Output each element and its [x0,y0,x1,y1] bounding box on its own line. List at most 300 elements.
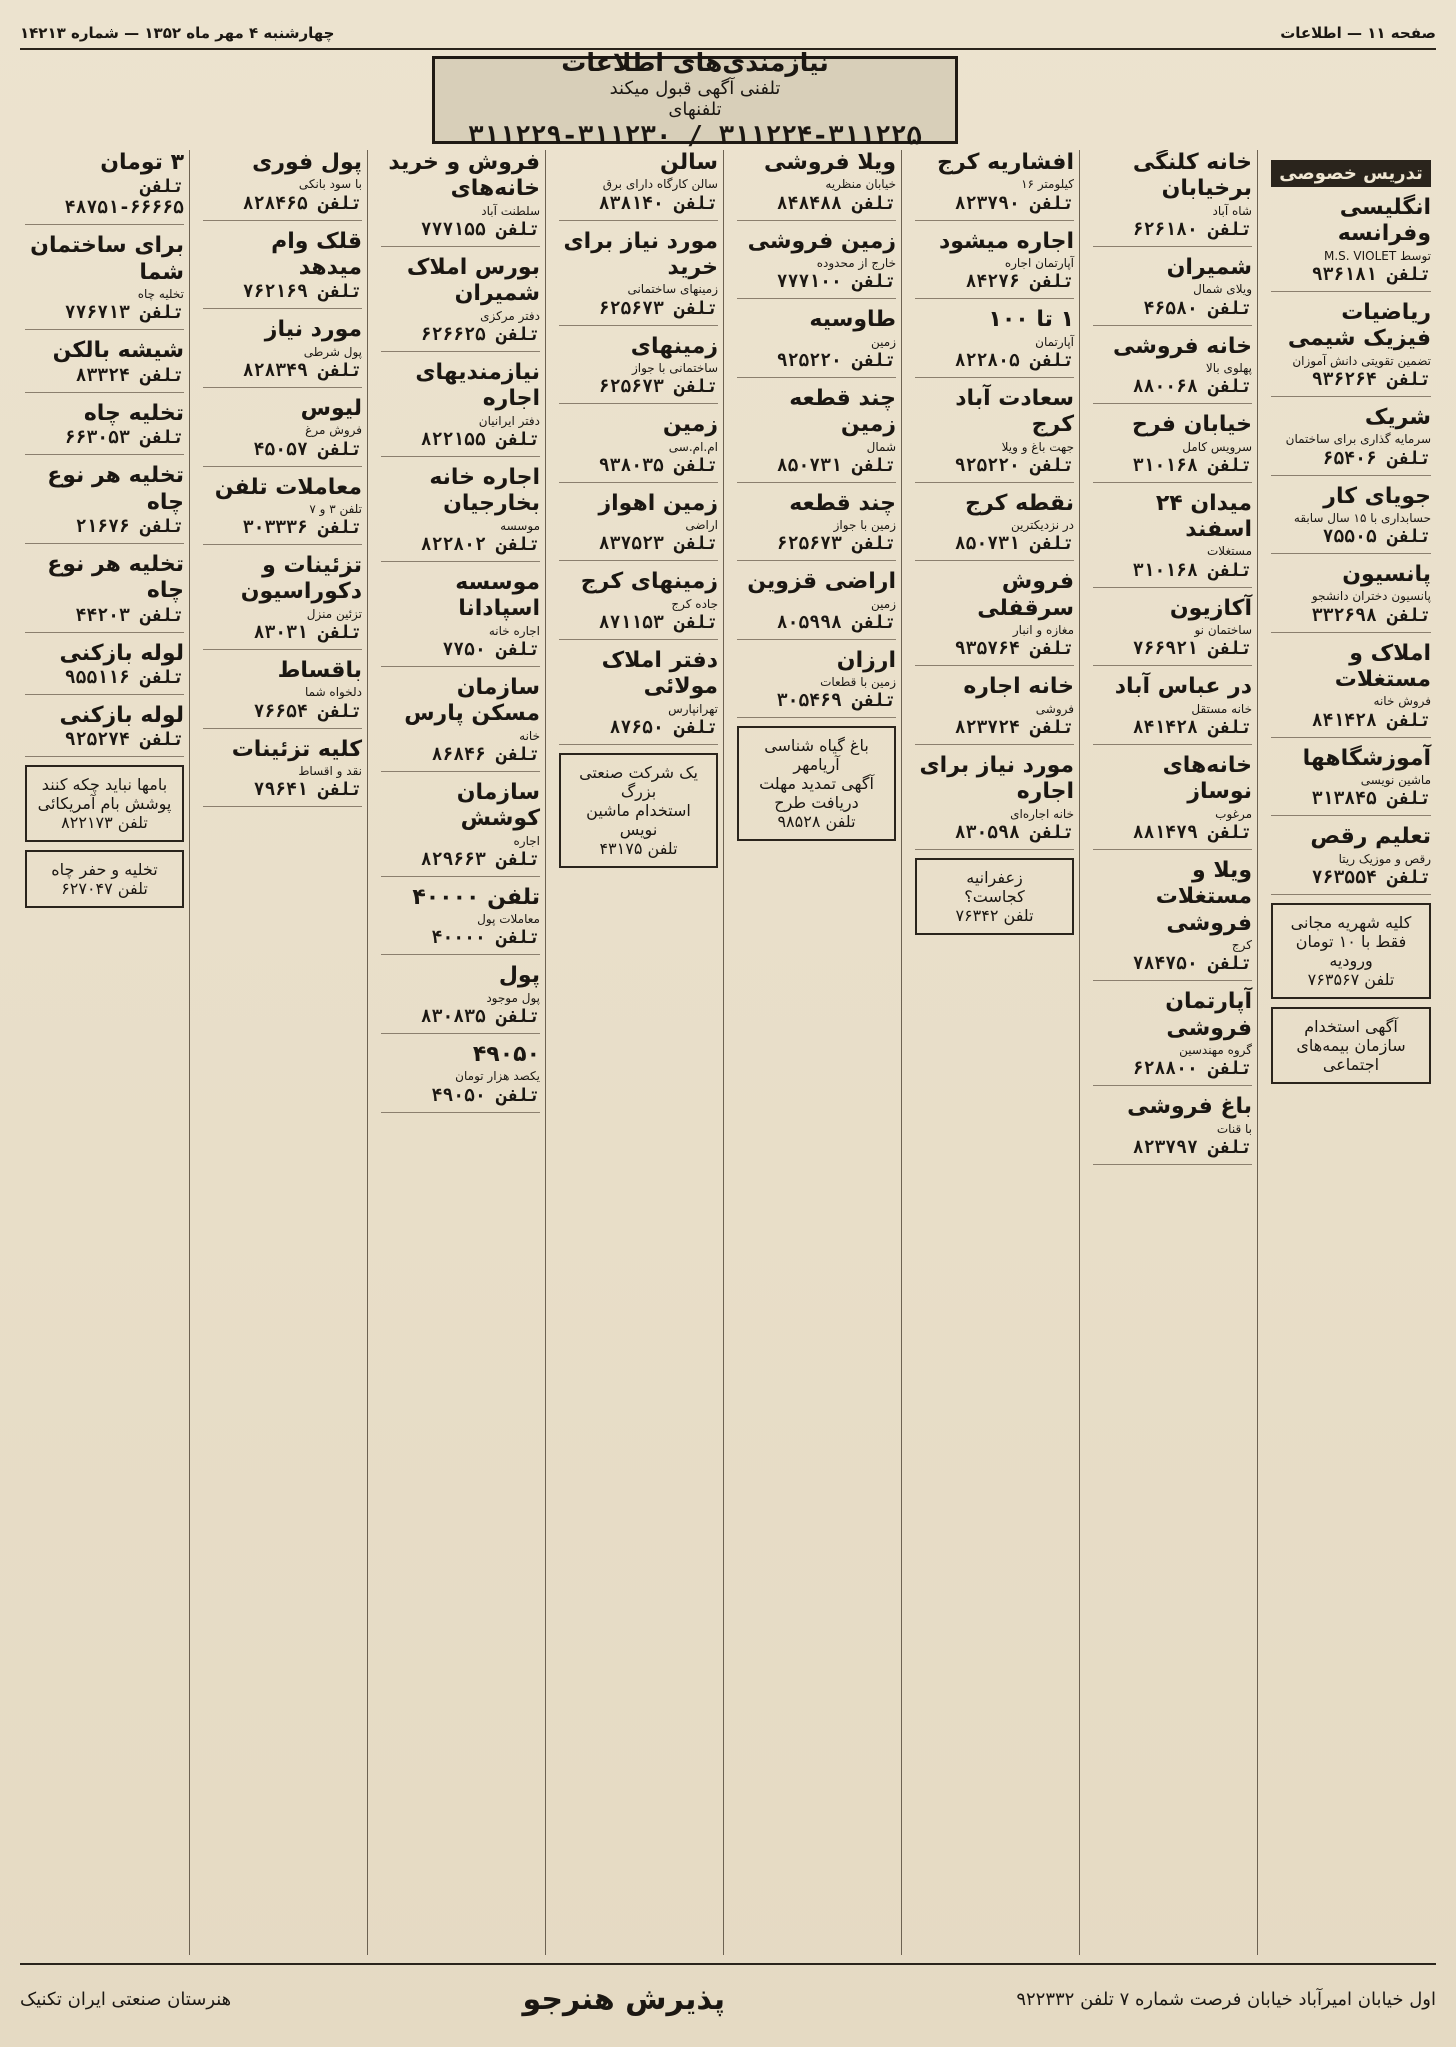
ad-heading: تزئینات و دکوراسیون [240,553,362,605]
ad-phone: تلفن ۸۰۵۹۹۸ [776,611,896,633]
ad-body: پانسیون دختران دانشجو [1311,589,1431,604]
ad-phone: تلفن ۶۲۵۶۷۳ [776,533,896,555]
ad-phone: تلفن ۷۷۵۰ [442,638,540,660]
featured-phone: تلفن ۶۲۷۰۴۷ [61,879,148,899]
ad-item [1093,989,1252,1086]
ad-body: حسابداری با ۱۵ سال سابقه [1293,510,1431,525]
ad-heading: ۱ تا ۱۰۰ [988,307,1074,333]
ad-heading: خانه‌های نوساز [1162,752,1252,805]
ad-item [381,780,540,877]
ad-item [915,491,1074,562]
ad-phone: تلفن ۶۵۴۰۶ [1322,447,1431,469]
ad-item [25,338,184,392]
ad-heading: شمیران [1166,254,1252,280]
ad-phone: تلفن ۹۲۵۲۲۰ [954,454,1074,476]
ad-phone: تلفن ۳۱۰۱۶۸ [1132,454,1252,476]
ad-phone: تلفن ۴۶۵۸۰ [1143,297,1252,319]
ad-phone: تلفن ۸۸۰۰۶۸ [1132,376,1252,398]
ad-body: شمال [866,439,896,454]
ad-heading: اجاره خانه بخارجیان [429,464,540,517]
featured-body: آگهی تمدید مهلت دریافت طرح [759,774,874,813]
column-8 [20,150,190,1955]
ad-item [559,412,718,483]
banner-phones: ۳۱۱۲۲۴-۳۱۱۲۲۵ / ۳۱۱۲۲۹-۳۱۱۲۳۰ [468,121,922,151]
ad-heading: برای ساختمان شما [30,233,184,285]
ad-body: اراضی [685,518,718,533]
banner-title: نیازمندی‌های اطلاعات [561,47,829,77]
ad-phone: تلفن ۷۷۶۷۱۳ [64,302,184,324]
ad-phone: تلفن ۶۶۶۶۵-۴۸۷۵۱ [64,176,184,219]
ad-body: دفتر مرکزی [480,308,540,323]
ad-body: مرغوب [1215,806,1252,821]
ad-item [1271,300,1431,397]
ad-body: زمین [871,334,896,349]
ad-heading: کلیه تزئینات [231,736,362,762]
ad-heading: سازمان مسکن پارس [404,674,540,727]
ad-item [381,255,540,352]
ad-heading: در عباس آباد [1114,674,1252,700]
ad-phone: تلفن ۸۲۳۷۹۷ [1132,1136,1252,1158]
ad-heading: ویلا فروشی [764,150,896,175]
footer-left: اول خیابان امیرآباد خیابان فرصت شماره ۷ تلفن ۹۲۲۳۳۲ [1016,1988,1436,2010]
ad-item [915,150,1074,221]
ad-phone: تلفن ۶۲۸۸۰۰ [1132,1058,1252,1080]
ad-body: تخلیه چاه [137,287,184,302]
ad-item [1093,753,1252,850]
ad-heading: تخلیه هر نوع چاه [47,551,184,604]
ad-item [1093,491,1252,588]
ad-phone: تلفن ۸۴۲۷۶ [965,271,1074,293]
ad-phone: تلفن ۸۸۱۴۷۹ [1132,821,1252,843]
ad-item [559,648,718,745]
column-3 [910,150,1080,1955]
ad-body: آپارتمان اجاره [1004,255,1074,270]
ad-phone: تلفن ۳۰۵۴۶۹ [776,690,896,712]
featured-body: فقط با ۱۰ تومان ورودیه [1295,931,1407,970]
ad-item [25,641,184,695]
ad-heading: شیشه بالکن [52,338,184,364]
ad-phone: تلفن ۸۵۰۷۳۱ [776,454,896,476]
ad-heading: ۴۹۰۵۰ [472,1041,540,1067]
ad-phone: تلفن ۷۶۶۹۲۱ [1132,638,1252,660]
ad-heading: زمین اهواز [598,490,718,516]
ad-phone: تلفن ۸۲۹۶۶۳ [420,848,540,870]
ad-body: کیلومتر ۱۶ [1021,177,1074,192]
ad-body: با سود بانکی [298,177,362,192]
featured-ad [25,765,184,842]
ad-phone: تلفن ۸۲۸۳۴۹ [242,359,362,381]
ad-body: ماشین نویسی [1360,773,1431,788]
ad-heading: ۳ تومان [100,150,184,175]
ad-item [1271,195,1431,292]
ad-heading: تعلیم رقص [1310,824,1431,850]
ad-phone: تلفن ۶۲۵۶۷۳ [598,376,718,398]
featured-heading: کلیه شهریه مجانی [1290,912,1412,932]
ad-phone: تلفن ۸۲۲۸۰۲ [420,533,540,555]
ad-heading: شریک [1364,404,1431,430]
ad-phone: تلفن ۷۹۶۴۱ [253,779,362,801]
ad-heading: انگلیسی وفرانسه [1337,195,1431,247]
ad-phone: تلفن ۸۶۸۴۶ [431,743,540,765]
ad-heading: قلک وام میدهد [271,228,362,280]
ad-body: فروشی [1035,701,1074,716]
ad-phone: تلفن ۸۳۸۱۴۰ [598,192,718,214]
ad-heading: موسسه اسپادانا [455,569,540,622]
ad-body: جهت باغ و ویلا [1001,439,1074,454]
ad-heading: زمینهای [630,333,718,359]
ad-item [559,491,718,562]
ad-heading: زمین فروشی [747,228,896,254]
ad-phone: تلفن ۸۵۰۷۳۱ [954,533,1074,555]
ad-phone: تلفن ۴۹۰۵۰ [431,1084,540,1106]
ad-heading: آموزشگاهها [1302,745,1431,771]
ad-body: رقص و موزیک ریتا [1338,851,1431,866]
ad-phone: تلفن ۸۲۲۸۰۵ [954,349,1074,371]
ad-item [559,229,718,326]
ad-phone: تلفن ۶۲۵۶۷۳ [598,297,718,319]
ad-item [1093,674,1252,745]
ad-item [1093,858,1252,981]
ad-body: یکصد هزار تومان [455,1069,540,1084]
ad-item [203,475,362,546]
banner-phones-label: تلفنهای [668,99,722,121]
ad-body: زمینهای ساختمانی [627,282,718,297]
featured-ad [915,858,1074,935]
ad-item [559,334,718,405]
ad-body: تضمین تقویتی دانش آموزان [1292,353,1431,368]
ad-body: آپارتمان [1035,334,1074,349]
ad-body: کرج [1231,937,1252,952]
ad-phone: تلفن ۷۸۴۷۵۰ [1132,953,1252,975]
ad-phone: تلفن ۸۳۰۵۹۸ [954,821,1074,843]
ad-phone: تلفن ۷۵۵۰۵ [1322,526,1431,548]
ad-item [203,317,362,388]
ad-phone: تلفن ۹۳۶۲۶۴ [1311,368,1431,390]
column-7 [198,150,368,1955]
ad-heading: سعادت آباد کرج [955,385,1074,438]
ad-body: پهلوی بالا [1205,360,1252,375]
ad-body: خارج از محدوده [816,255,896,270]
ad-item [203,150,362,221]
ad-body: سرمایه گذاری برای ساختمان [1285,432,1431,447]
ad-heading: مورد نیاز برای خرید [563,228,718,280]
ad-item [559,569,718,640]
ad-body: جاده کرج [671,596,718,611]
ad-heading: افشاریه کرج [937,150,1074,175]
ad-phone: تلفن ۸۳۳۲۴ [75,364,184,386]
ad-item [381,885,540,956]
ad-body: با قنات [1216,1121,1252,1136]
ad-item [1093,412,1252,483]
ad-item [381,675,540,772]
featured-body: کجاست؟ [964,886,1025,906]
ad-item [381,150,540,247]
ad-heading: اجاره میشود [938,228,1074,254]
ad-heading: دفتر املاک مولائی [601,647,718,700]
ad-item [737,569,896,640]
ad-item [381,360,540,457]
ad-item [25,463,184,544]
ad-body: تزئین منزل [306,606,362,621]
ad-item [203,658,362,729]
ad-item [203,553,362,650]
ad-item [203,229,362,310]
featured-heading: زعفرانیه [966,867,1023,887]
ad-heading: مورد نیاز برای اجاره [919,752,1074,805]
ad-item [1271,746,1431,817]
ad-item [381,963,540,1034]
ad-body: اجاره [513,833,540,848]
ad-phone: تلفن ۷۷۷۱۰۰ [776,271,896,293]
ad-body: خانه مستقل [1191,701,1252,716]
ad-heading: ارزان [836,647,896,673]
ad-body: پول شرطی [303,344,362,359]
ad-heading: چند قطعه زمین [789,385,896,438]
ad-body: گروه مهندسین [1179,1042,1252,1057]
ad-body: خانه [519,728,540,743]
ad-body: نقد و اقساط [298,764,362,779]
ad-body: سالن کارگاه دارای برق [602,177,718,192]
ad-item [915,386,1074,483]
ad-phone: تلفن ۳۳۲۶۹۸ [1311,604,1431,626]
ad-body: شاه آباد [1212,203,1252,218]
ad-phone: تلفن ۷۶۳۵۵۴ [1311,866,1431,888]
ad-item [25,552,184,633]
featured-ad [737,726,896,841]
ad-heading: خانه اجاره [963,674,1074,700]
ad-item [737,648,896,719]
ad-heading: باقساط [277,658,362,684]
ad-item [1093,150,1252,247]
ad-item [915,229,1074,300]
ad-body: دلخواه شما [304,685,362,700]
ad-phone: تلفن ۶۲۶۱۸۰ [1132,218,1252,240]
ad-phone: تلفن ۹۳۸۰۳۵ [598,454,718,476]
ad-body: زمین [871,596,896,611]
ad-item [915,307,1074,378]
ad-phone: تلفن ۳۱۰۱۶۸ [1132,559,1252,581]
ad-item [915,569,1074,666]
ad-phone: تلفن ۸۳۰۸۳۵ [420,1005,540,1027]
ad-body: فروش مرغ [305,423,362,438]
ad-phone: تلفن ۷۶۶۵۴ [253,700,362,722]
ad-item [1093,1094,1252,1165]
ad-heading: لوله بازکنی [59,703,184,729]
ad-item [915,753,1074,850]
ad-body: سرویس کامل [1182,439,1252,454]
ad-body: ساختمانی با جواز [631,360,718,375]
column-6 [376,150,546,1955]
ad-body: تلفن ۳ و ۷ [309,501,362,516]
ad-heading: زمینهای کرج [580,569,718,595]
ad-heading: بورس املاک شمیران [406,254,540,307]
ad-phone: تلفن ۶۲۶۶۲۵ [420,323,540,345]
ad-heading: سالن [660,150,718,175]
section-title: تدریس خصوصی [1271,160,1431,187]
ad-item [737,386,896,483]
ad-heading: مورد نیاز [264,317,362,343]
ad-item [25,233,184,330]
featured-ad [1271,903,1431,999]
ad-item [1271,484,1431,555]
ad-heading: تخلیه چاه [83,400,184,426]
ad-heading: لیوس [300,395,362,421]
header-left: چهارشنبه ۴ مهر ماه ۱۳۵۲ — شماره ۱۴۲۱۳ [20,24,335,42]
ad-item [1271,405,1431,476]
ad-item [559,150,718,221]
featured-phone: تلفن ۷۶۳۵۶۷ [1307,969,1395,989]
ad-phone: تلفن ۳۰۳۳۳۶ [242,517,362,539]
ad-item [1271,824,1431,895]
ad-phone: تلفن ۹۵۵۱۱۶ [64,667,184,689]
ad-item [1093,596,1252,667]
ad-heading: میدان ۲۴ اسفند [1155,490,1252,543]
ad-body: زمین با قطعات [820,675,896,690]
ad-item [203,737,362,808]
ad-item [1271,562,1431,633]
featured-heading: بامها نباید چکه کنند [41,775,168,795]
ad-item [381,465,540,562]
ad-phone: تلفن ۹۳۵۷۶۴ [954,638,1074,660]
ad-phone: تلفن ۴۴۲۰۳ [75,604,184,626]
ad-phone: تلفن ۷۶۲۱۶۹ [242,281,362,303]
ad-heading: آپارتمان فروشی [1165,989,1252,1041]
ads-columns [20,150,1436,1955]
ad-heading: نقطه کرج [965,490,1074,516]
ad-item [737,307,896,378]
ad-heading: ویلا و مستغلات فروشی [1155,857,1252,936]
ad-heading: جویای کار [1323,483,1431,509]
ad-item [25,703,184,757]
featured-phone: تلفن ۷۶۳۴۲ [955,905,1034,925]
column-5 [554,150,724,1955]
ad-heading: ریاضیات فیزیک شیمی [1287,299,1431,352]
ad-body: سلطنت آباد [481,203,540,218]
ad-body: مستغلات [1207,544,1252,559]
ad-heading: تخلیه هر نوع چاه [47,463,184,515]
page-footer [20,1963,1436,2033]
featured-phone: تلفن ۴۳۱۷۵ [599,838,678,858]
ad-body: زمین با جواز [833,518,896,533]
ad-heading: لوله بازکنی [59,640,184,666]
ad-item [1093,255,1252,326]
ad-item [25,150,184,225]
ad-item [381,570,540,667]
ad-item [737,491,896,562]
ad-heading: زمین [662,412,718,438]
banner-subtitle: تلفنی آگهی قبول میکند [609,77,781,99]
ad-body: ویلای شمال [1193,282,1252,297]
ad-heading: اراضی قزوین [747,569,896,595]
featured-heading: باغ گیاه شناسی آریامهر [764,736,869,775]
featured-body: استخدام ماشین نویس [586,800,691,839]
featured-body: پوشش بام آمریکائی [37,794,172,814]
ad-item [381,1042,540,1113]
ad-phone: تلفن ۹۲۵۲۷۴ [64,729,184,751]
footer-right2: هنرستان صنعتی ایران تکنیک [20,1988,232,2010]
ad-heading: فروش و خرید خانه‌های [388,150,540,202]
header-right: صفحه ۱۱ — اطلاعات [1280,24,1436,42]
ad-heading: فروش سرقفلی [977,569,1074,621]
ad-phone: تلفن ۳۱۳۸۴۵ [1311,788,1431,810]
ad-item [1093,334,1252,405]
ad-phone: تلفن ۴۰۰۰۰ [431,927,540,949]
ad-phone: تلفن ۸۲۳۷۲۴ [954,716,1074,738]
ad-phone: تلفن ۸۴۱۴۲۸ [1132,716,1252,738]
ad-phone: تلفن ۲۱۶۷۶ [75,515,184,537]
featured-heading: تخلیه و حفر چاه [51,860,158,880]
ad-heading: آکازیون [1169,595,1252,621]
ad-phone: تلفن ۸۲۳۷۹۰ [954,192,1074,214]
ad-body: اجاره خانه [488,623,540,638]
ad-item [1271,641,1431,738]
featured-heading: آگهی استخدام [1304,1016,1398,1036]
ad-phone: تلفن ۹۲۵۲۲۰ [776,349,896,371]
featured-heading: یک شرکت صنعتی بزرگ [579,762,698,801]
ad-body: مغازه و انبار [1012,623,1074,638]
ad-phone: تلفن ۸۲۲۱۵۵ [420,428,540,450]
ad-phone: تلفن ۷۷۷۱۵۵ [420,218,540,240]
ad-heading: خیابان فرح [1131,412,1252,438]
ad-phone: تلفن ۸۲۸۴۶۵ [242,192,362,214]
ad-phone: تلفن ۴۵۰۵۷ [253,438,362,460]
ad-phone: تلفن ۸۷۱۱۵۳ [598,611,718,633]
column-1 [1266,150,1436,1955]
ad-item [737,150,896,221]
ad-body: در نزدیکترین [1011,518,1074,533]
ad-phone: تلفن ۸۳۰۳۱ [253,622,362,644]
ad-heading: پول [498,963,540,989]
ad-item [737,229,896,300]
ad-phone: تلفن ۸۴۱۴۲۸ [1311,709,1431,731]
featured-phone: تلفن ۸۲۲۱۷۳ [61,813,148,833]
ad-heading: نیازمندیهای اجاره [415,359,540,412]
ad-heading: چند قطعه [789,490,896,516]
featured-body: سازمان بیمه‌های اجتماعی [1296,1035,1406,1074]
ad-body: خیابان منظریه [825,177,896,192]
featured-ad [559,753,718,868]
ad-heading: املاک و مستغلات [1334,640,1431,693]
ad-body: ام.ام.سی [668,439,718,454]
ad-item [203,396,362,467]
ad-body: ساختمان نو [1194,623,1252,638]
ad-phone: تلفن ۶۶۳۰۵۳ [64,427,184,449]
ad-phone: تلفن ۸۷۶۵۰ [609,716,718,738]
ad-body: فروش خانه [1373,694,1431,709]
ad-phone: تلفن ۸۴۸۴۸۸ [776,192,896,214]
classifieds-banner [432,47,958,151]
ad-heading: طاوسیه [809,307,896,333]
featured-ad-secondary [25,850,184,908]
column-2 [1088,150,1258,1955]
ad-heading: باغ فروشی [1127,1094,1252,1120]
featured-ad-secondary [1271,1007,1431,1084]
ad-body: موسسه [500,518,540,533]
ad-heading: خانه فروشی [1112,333,1252,359]
ad-heading: معاملات تلفن [214,474,362,500]
ad-body: معاملات پول [477,912,540,927]
column-4 [732,150,902,1955]
ad-body: پول موجود [486,990,540,1005]
ad-body: خانه اجاره‌ای [1010,806,1074,821]
ad-body: دفتر ایرانیان [478,413,540,428]
ad-item [25,401,184,455]
ad-phone: تلفن ۸۳۷۵۲۳ [598,533,718,555]
ad-heading: پانسیون [1342,562,1431,588]
featured-phone: تلفن ۹۸۵۲۸ [777,812,856,832]
ad-body: تهرانپارس [668,701,718,716]
ad-heading: تلفن ۴۰۰۰۰ [412,884,540,910]
